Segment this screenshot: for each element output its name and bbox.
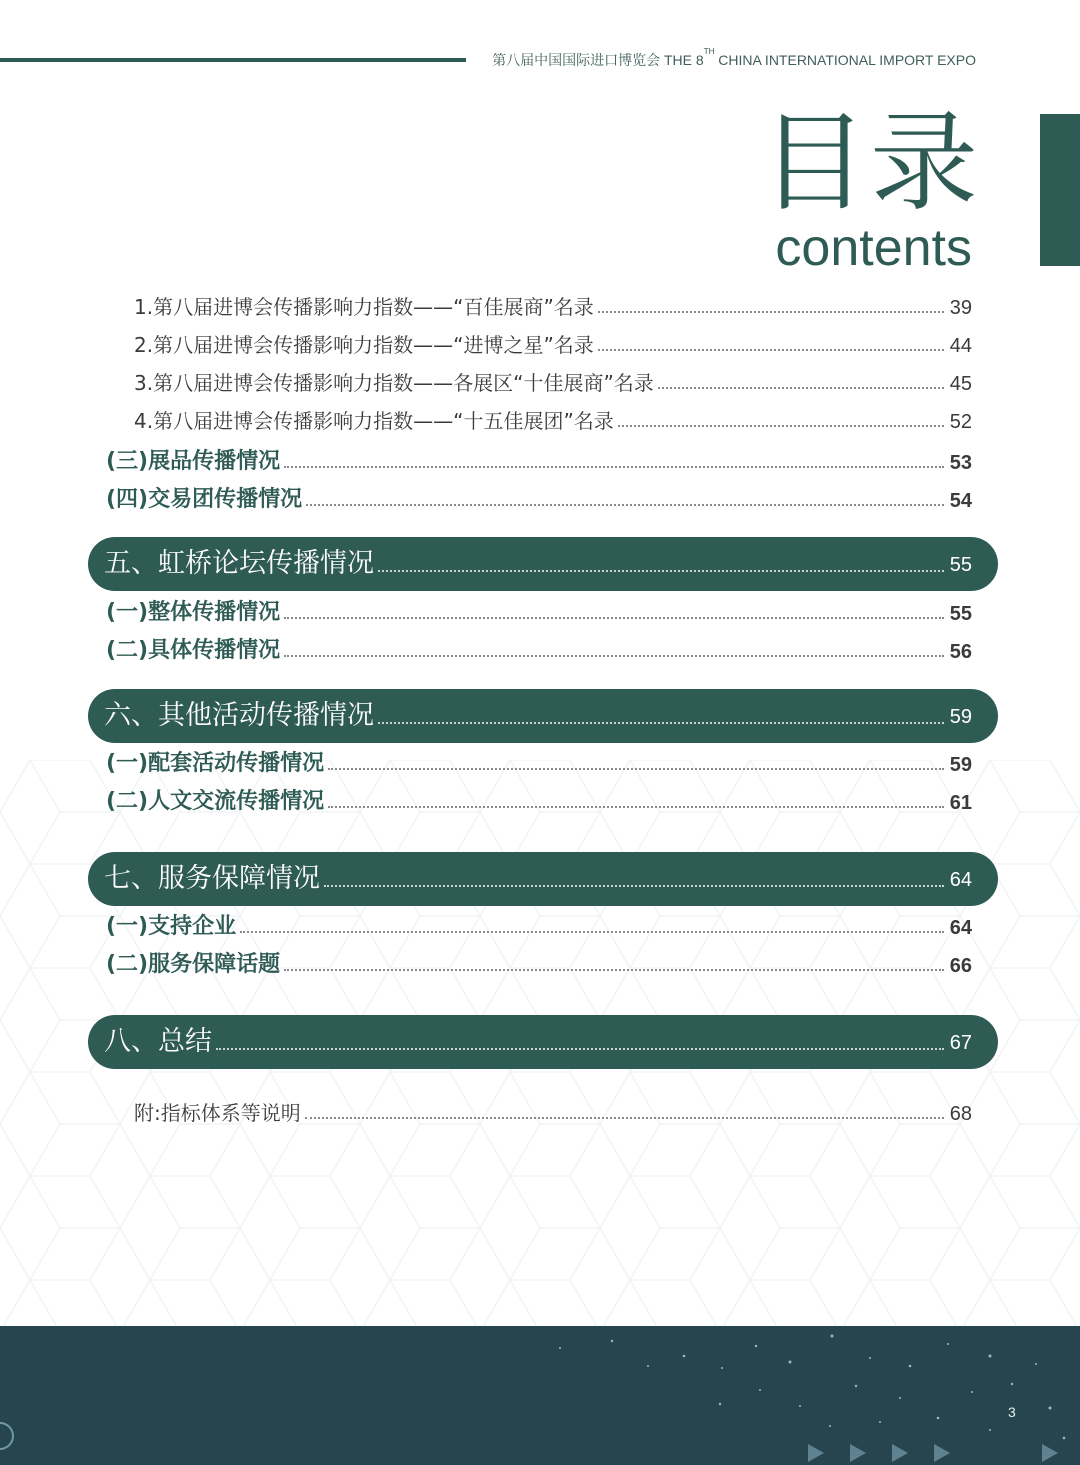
toc-entry-page: 64 bbox=[949, 917, 972, 939]
arrow-right-icon bbox=[934, 1444, 950, 1462]
toc-entry-label: (一)整体传播情况 bbox=[106, 600, 281, 625]
chapter-band-8[interactable] bbox=[88, 1015, 998, 1069]
toc-chapter-entry bbox=[104, 546, 972, 582]
header-title-main: 第八届中国国际进口博览会 THE 8 bbox=[492, 52, 704, 68]
toc-chapter-label: 七、服务保障情况 bbox=[104, 863, 320, 894]
header-title-sup: TH bbox=[703, 47, 715, 56]
toc-entry-page: 55 bbox=[949, 603, 972, 625]
toc-entry-label: (二)具体传播情况 bbox=[106, 638, 281, 663]
toc-section-entry[interactable] bbox=[106, 908, 972, 940]
arrow-right-icon bbox=[808, 1444, 824, 1462]
toc-entry-page: 53 bbox=[949, 452, 972, 474]
dot-leader bbox=[598, 310, 944, 313]
arrow-right-icon bbox=[1042, 1444, 1058, 1462]
toc-entry-page: 45 bbox=[949, 373, 972, 395]
side-tab bbox=[1040, 114, 1080, 266]
toc-entry-label: (三)展品传播情况 bbox=[106, 449, 281, 474]
toc-chapter-label: 五、虹桥论坛传播情况 bbox=[104, 548, 374, 579]
dot-leader bbox=[598, 348, 944, 351]
toc-entry-page: 54 bbox=[949, 490, 972, 512]
toc-entry-label: 4.第八届进博会传播影响力指数——“十五佳展团”名录 bbox=[134, 409, 614, 433]
dot-leader bbox=[324, 884, 944, 887]
dot-leader bbox=[306, 503, 944, 506]
dot-leader bbox=[216, 1047, 944, 1050]
toc-chapter-entry bbox=[104, 698, 972, 734]
toc-entry-label: 3.第八届进博会传播影响力指数——各展区“十佳展商”名录 bbox=[134, 371, 654, 395]
toc-entry-label: 1.第八届进博会传播影响力指数——“百佳展商”名录 bbox=[134, 295, 594, 319]
toc-title-cn: 目录 bbox=[759, 101, 980, 226]
toc-section-entry[interactable] bbox=[106, 946, 972, 978]
toc-appendix-entry[interactable] bbox=[134, 1096, 972, 1126]
toc-chapter-entry bbox=[104, 861, 972, 897]
toc-entry-page: 44 bbox=[949, 335, 972, 357]
toc-entry-label: (二)人文交流传播情况 bbox=[106, 789, 325, 814]
toc-entry-page: 52 bbox=[949, 411, 972, 433]
dot-leader bbox=[658, 386, 944, 389]
toc-entry[interactable] bbox=[134, 290, 972, 320]
dot-leader bbox=[284, 968, 944, 971]
toc-chapter-page: 64 bbox=[949, 869, 972, 891]
toc-entry-page: 61 bbox=[949, 792, 972, 814]
toc-chapter-label: 六、其他活动传播情况 bbox=[104, 700, 374, 731]
toc-entry[interactable] bbox=[134, 404, 972, 434]
toc-chapter-label: 八、总结 bbox=[104, 1026, 212, 1057]
arrow-right-icon bbox=[850, 1444, 866, 1462]
star-dots-decoration bbox=[0, 1326, 1080, 1465]
dot-leader bbox=[378, 569, 944, 572]
header-title bbox=[492, 47, 976, 70]
dot-leader bbox=[378, 721, 944, 724]
toc-entry-label: 2.第八届进博会传播影响力指数——“进博之星”名录 bbox=[134, 333, 594, 357]
dot-leader bbox=[328, 767, 944, 770]
toc-title-en: contents bbox=[775, 219, 972, 277]
toc-entry-label: (一)配套活动传播情况 bbox=[106, 751, 325, 776]
footer-band bbox=[0, 1326, 1080, 1465]
toc-chapter-page: 67 bbox=[949, 1032, 972, 1054]
toc-entry-page: 59 bbox=[949, 754, 972, 776]
toc-chapter-page: 55 bbox=[949, 554, 972, 576]
toc-section-entry[interactable] bbox=[106, 481, 972, 513]
toc-section-entry[interactable] bbox=[106, 443, 972, 475]
dot-leader bbox=[284, 465, 944, 468]
toc-entry-label: (四)交易团传播情况 bbox=[106, 487, 303, 512]
chapter-band-5[interactable] bbox=[88, 537, 998, 591]
dot-leader bbox=[240, 930, 944, 933]
dot-leader bbox=[618, 424, 944, 427]
header-title-tail: CHINA INTERNATIONAL IMPORT EXPO bbox=[714, 52, 976, 68]
toc-entry-label: (一)支持企业 bbox=[106, 914, 237, 939]
toc-section-entry[interactable] bbox=[106, 594, 972, 626]
toc-entry[interactable] bbox=[134, 328, 972, 358]
page-number: 3 bbox=[1008, 1404, 1016, 1420]
toc-entry[interactable] bbox=[134, 366, 972, 396]
toc-entry-page: 66 bbox=[949, 955, 972, 977]
dot-leader bbox=[305, 1116, 944, 1119]
toc-chapter-entry bbox=[104, 1024, 972, 1060]
header-rule bbox=[0, 58, 466, 62]
chapter-band-6[interactable] bbox=[88, 689, 998, 743]
toc-entry-page: 68 bbox=[949, 1103, 972, 1125]
toc-entry-label: 附:指标体系等说明 bbox=[134, 1101, 301, 1125]
toc-section-entry[interactable] bbox=[106, 745, 972, 777]
toc-chapter-page: 59 bbox=[949, 706, 972, 728]
toc-entry-page: 39 bbox=[949, 297, 972, 319]
dot-leader bbox=[284, 616, 944, 619]
toc-entry-label: (二)服务保障话题 bbox=[106, 952, 281, 977]
toc-section-entry[interactable] bbox=[106, 783, 972, 815]
toc-entry-page: 56 bbox=[949, 641, 972, 663]
arrow-right-icon bbox=[892, 1444, 908, 1462]
toc-section-entry[interactable] bbox=[106, 632, 972, 664]
dot-leader bbox=[328, 805, 944, 808]
dot-leader bbox=[284, 654, 944, 657]
chapter-band-7[interactable] bbox=[88, 852, 998, 906]
